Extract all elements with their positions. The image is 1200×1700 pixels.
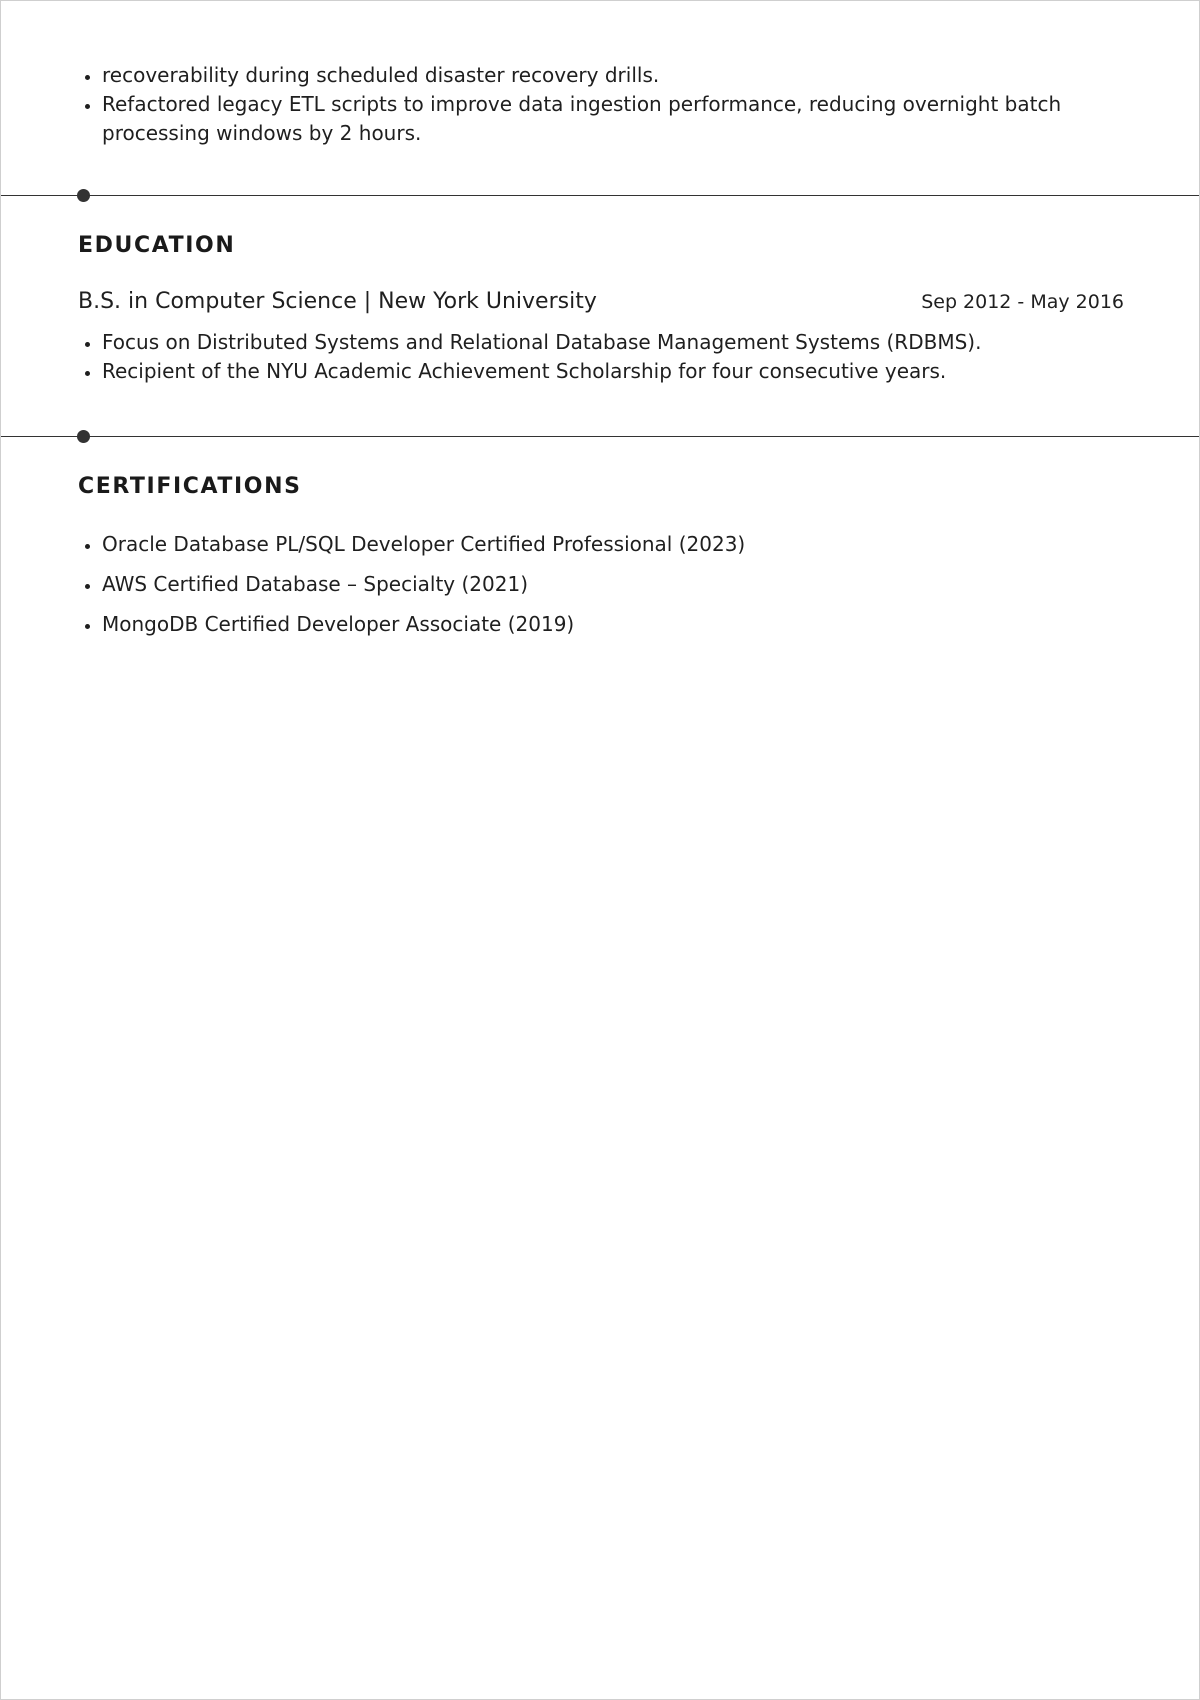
experience-bullet-list [78,61,1124,148]
education-entry-header [78,289,1124,314]
certifications-list [78,529,1124,639]
experience-bullet: • Refactored legacy ETL scripts to improve data ingestion performance, reducing overnight batch processing windows by 2 hours. [102,90,1124,148]
certifications-list-container [78,529,1124,649]
education-heading: EDUCATION [78,233,236,258]
experience-continued [78,61,1124,148]
divider-dot [77,430,90,443]
certifications-heading: CERTIFICATIONS [78,474,302,499]
certification-item: • MongoDB Certified Developer Associate (2019) [102,609,1124,639]
certification-item: • AWS Certified Database – Specialty (2021) [102,569,1124,599]
education-dates: Sep 2012 - May 2016 [921,291,1124,313]
section-divider [1,195,1199,196]
education-bullet: • Recipient of the NYU Academic Achievement Scholarship for four consecutive years. [102,357,1124,386]
education-details [78,328,1124,386]
education-bullet: • Focus on Distributed Systems and Relational Database Management Systems (RDBMS). [102,328,1124,357]
certification-item: • Oracle Database PL/SQL Developer Certified Professional (2023) [102,529,1124,559]
degree-title: B.S. in Computer Science | New York University [78,289,597,314]
section-divider [1,436,1199,437]
experience-bullet: • recoverability during scheduled disaster recovery drills. [102,61,1124,90]
education-bullet-list [78,328,1124,386]
divider-dot [77,189,90,202]
